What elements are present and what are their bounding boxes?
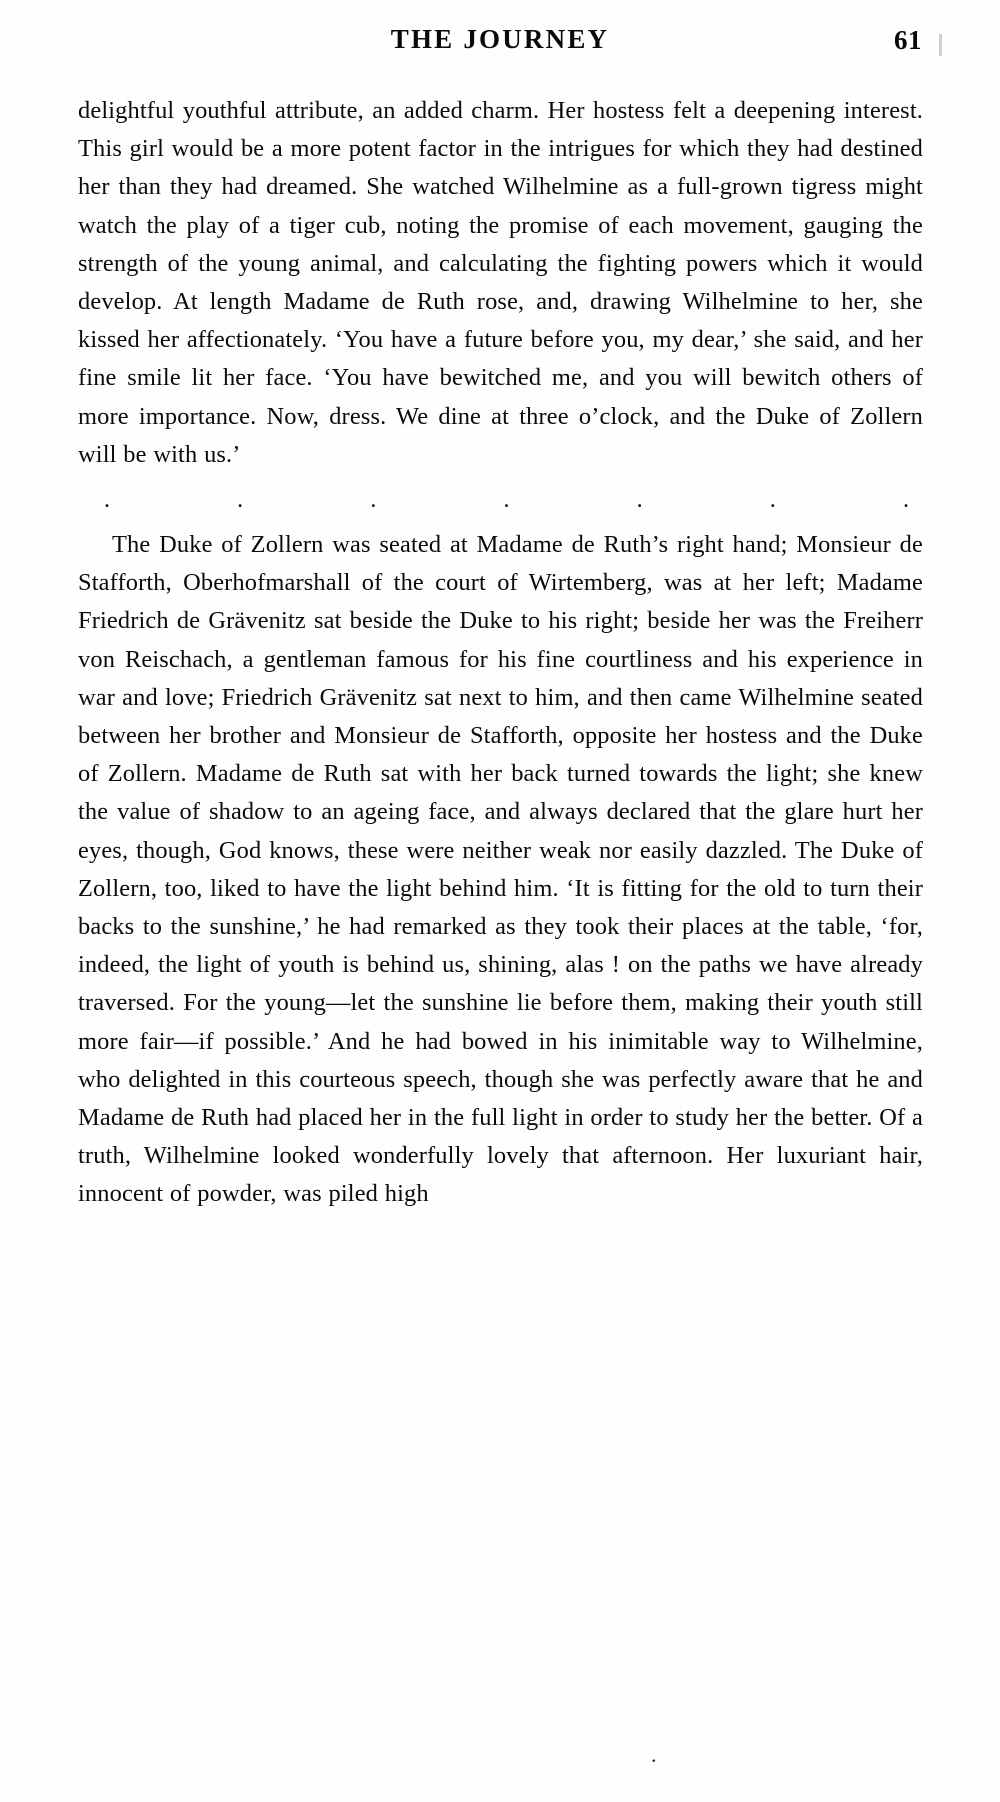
page-header (0, 24, 1000, 68)
divider-dot: . (503, 487, 510, 514)
divider-dot: . (104, 487, 110, 514)
divider-dot: . (636, 487, 643, 514)
bottom-page-mark: . (651, 1742, 657, 1767)
page-number: 61 (894, 25, 922, 55)
scan-edge-mark (939, 34, 942, 56)
text-column (78, 92, 923, 1214)
divider-dot: . (769, 487, 776, 514)
divider-dot: . (902, 487, 909, 514)
running-head: THE JOURNEY (390, 24, 610, 54)
paragraph: The Duke of Zollern was seated at Madame de Ruth’s right hand; Monsieur de Stafforth, Oberhofmarshall of the court of Wirtemberg, was at her left; Madame Friedrich de Grävenitz sat beside the Duke to his right; beside her was the Freiherr von Reischach, a gentleman famous for his fine courtliness and his experience in war and love; Friedrich Grävenitz sat next to him, and then came Wilhelmine seated between her brother and Monsieur de Stafforth, opposite her hostess and the Duke of Zollern. Madame de Ruth sat with her back turned towards the light; she knew the value of shadow to an ageing face, and always declared that the glare hurt her eyes, though, God knows, these were neither weak nor easily dazzled. The Duke of Zollern, too, liked to have the light behind him. ‘It is fitting for the old to turn their backs to the sunshine,’ he had remarked as they took their places at the table, ‘for, indeed, the light of youth is behind us, shining, alas ! on the paths we have already traversed. For the young—let the sunshine lie before them, making their youth still more fair—if possible.’ And he had bowed in his inimitable way to Wilhelmine, who delighted in this courteous speech, though she was perfectly aware that he and Madame de Ruth had placed her in the full light in order to study her the better. Of a truth, Wilhelmine looked wonderfully lovely that afternoon. Her luxuriant hair, innocent of powder, was piled high (78, 531, 923, 1208)
section-divider (78, 474, 923, 526)
divider-dot: . (370, 487, 377, 514)
divider-dot: . (237, 487, 244, 514)
paragraph: delightful youthful attribute, an added charm. Her hostess felt a deepening interest. This girl would be a more potent factor in the intrigues for which they had destined her than they had dreamed. She watched Wilhelmine as a full-grown tigress might watch the play of a tiger cub, noting the promise of each movement, gauging the strength of the young animal, and calculating the fighting powers which it would develop. At length Madame de Ruth rose, and, drawing Wilhelmine to her, she kissed her affectionately. ‘You have a future before you, my dear,’ she said, and her fine smile lit her face. ‘You have bewitched me, and you will bewitch others of more importance. Now, dress. We dine at three o’clock, and the Duke of Zollern will be with us.’ (78, 97, 923, 468)
